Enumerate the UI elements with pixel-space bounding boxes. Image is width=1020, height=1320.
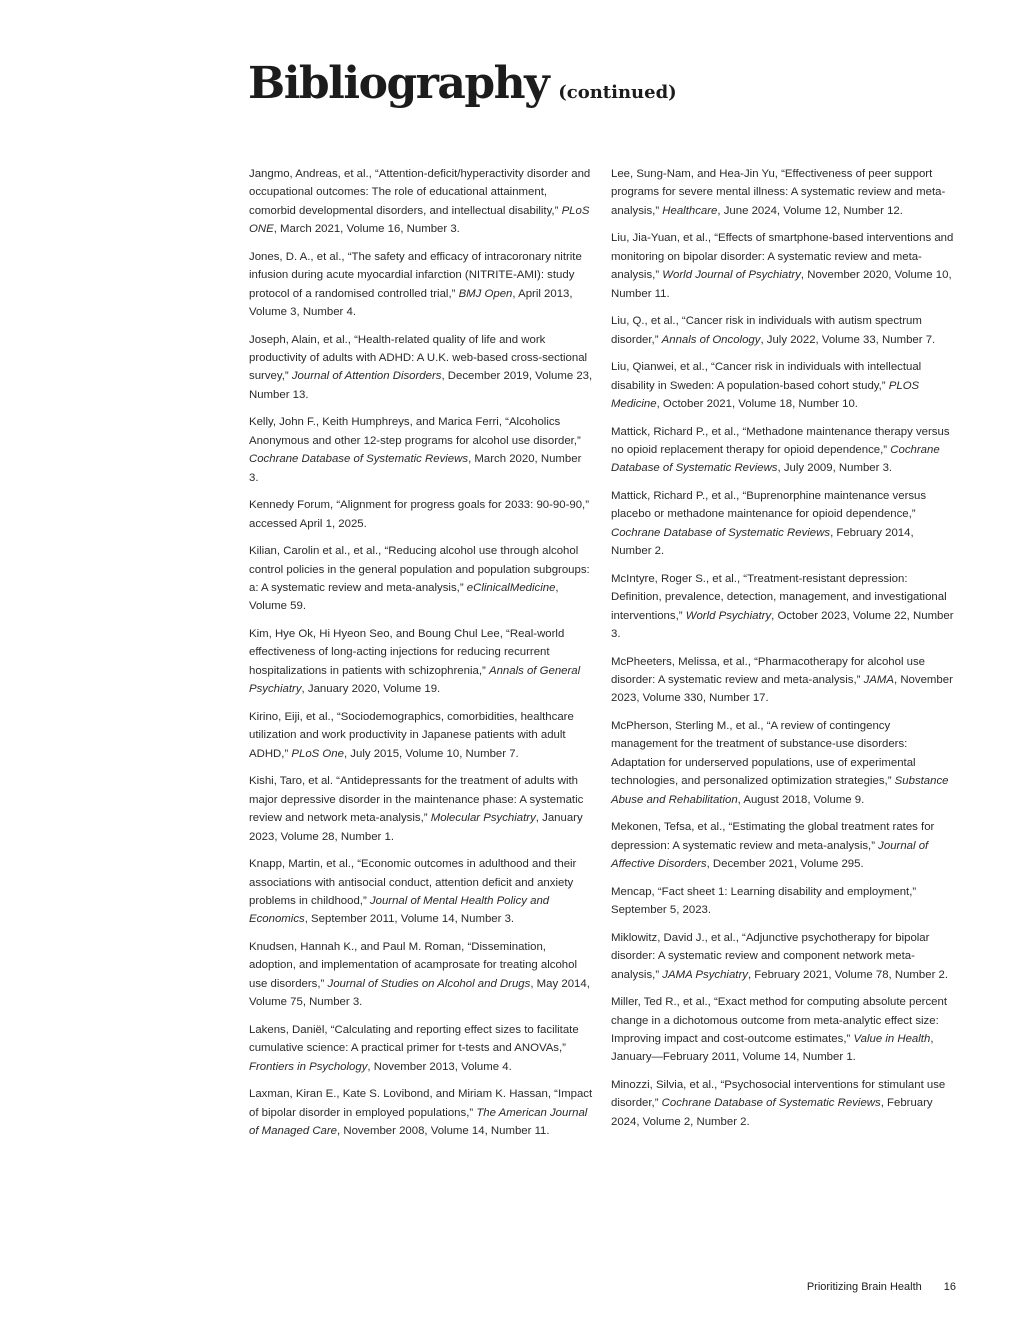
entry-journal: Frontiers in Psychology [249,1060,368,1073]
entry-details: , October 2021, Volume 18, Number 10. [656,398,858,411]
entry-details: , November 2013, Volume 4. [367,1060,512,1073]
entry-text: Joseph, Alain, et al., “Health-related quality of life and work productivity of adults with ADHD: A U.K. web-based cross-sectional survey,” [249,333,588,383]
bibliography-entry [249,165,594,239]
bibliography-entry [249,625,594,699]
entry-journal: Journal of Studies on Alcohol and Drugs [327,977,531,990]
entry-text: Jangmo, Andreas, et al., “Attention-deficit/hyperactivity disorder and occupational outcomes: The role of educational attainment, comorbid developmental disorders, and intellectual disability,” [249,168,591,217]
bibliography-entry [611,883,956,920]
entry-text: McPherson, Sterling M., et al., “A review of contingency management for the treatment of substance-use disorders: Adaptation for underserved populations, use of experimental technologies, and personalized optimization strategies,” [611,720,916,788]
entry-details: , November 2020, Volume 10, Number 11. [611,269,952,300]
entry-journal: Cochrane Database of Systematic Reviews [611,444,940,475]
entry-text: Miller, Ted R., et al., “Exact method for computing absolute percent change in a dichotomous outcome from meta-analytic effect size: Improving impact and cost-outcome estimates,” [611,996,947,1045]
entry-details: , October 2023, Volume 22, Number 3. [611,609,954,641]
entry-text: Knudsen, Hannah K., and Paul M. Roman, “Dissemination, adoption, and implementation of acamprosate for treating alcohol use disorders,” [249,940,577,990]
page-header [248,54,677,114]
entry-text: McPheeters, Melissa, et al., “Pharmacotherapy for alcohol use disorder: A systematic review and meta-analysis,” [611,655,926,687]
entry-journal: Cochrane Database of Systematic Reviews [661,1097,881,1110]
entry-details: , August 2018, Volume 9. [737,793,865,806]
entry-journal: BMJ Open [458,287,513,300]
entry-details: , December 2019, Volume 23, Number 13. [249,370,593,401]
entry-journal: World Psychiatry [685,609,772,622]
bibliography-entry [611,993,956,1067]
entry-journal: Journal of Attention Disorders [291,370,442,383]
bibliography-entry [611,570,956,644]
entry-details: , January 2023, Volume 28, Number 1. [249,812,583,843]
page-title: Bibliography [248,58,549,109]
entry-details: , February 2014, Number 2. [611,526,914,558]
entry-text: Kim, Hye Ok, Hi Hyeon Seo, and Boung Chul Lee, “Real-world effectiveness of long-acting injections for reducing recurrent hospitalizations in patients with schizophrenia,” [249,628,565,677]
entry-text: Kishi, Taro, et al. “Antidepressants for the treatment of adults with major depressive disorder in the maintenance phase: A systematic review and network meta-analysis,” [249,775,584,825]
bibliography-entry [611,717,956,809]
bibliography-entry [611,929,956,984]
entry-details: , June 2024, Volume 12, Number 12. [717,204,903,217]
entry-text: Lakens, Daniël, “Calculating and reporting effect sizes to facilitate cumulative science: A practical primer for t-tests and ANOVAs,” [249,1023,579,1055]
entry-journal: eClinicalMedicine [466,582,556,595]
entry-journal: Cochrane Database of Systematic Reviews [249,453,469,466]
entry-text: Liu, Q., et al., “Cancer risk in individuals with autism spectrum disorder,” [611,315,922,346]
page-footer [760,1281,956,1293]
entry-details: , July 2015, Volume 10, Number 7. [343,747,519,760]
bibliography-entry [249,855,594,929]
entry-journal: Substance Abuse and Rehabilitation [611,775,949,806]
footer-doc-title: Prioritizing Brain Health [806,1281,922,1293]
entry-text: Knapp, Martin, et al., “Economic outcomes in adulthood and their associations with antisocial conduct, attention deficit and anxiety problems in childhood,” [249,858,577,907]
entry-text: Liu, Qianwei, et al., “Cancer risk in individuals with intellectual disability in Sweden: A population-based cohort study,” [611,361,922,392]
entry-details: , July 2022, Volume 33, Number 7. [760,333,936,346]
entry-journal: Journal of Affective Disorders [611,839,929,871]
entry-details: , November 2008, Volume 14, Number 11. [337,1124,550,1137]
bibliography-entry [249,938,594,1012]
bibliography-entry [249,542,594,616]
entry-journal: JAMA [863,674,894,687]
entry-text: Mekonen, Tefsa, et al., “Estimating the global treatment rates for depression: A systematic review and meta-analysis,” [611,821,935,852]
entry-details: , December 2021, Volume 295. [706,858,864,871]
entry-text: Mencap, “Fact sheet 1: Learning disability and employment,” September 5, 2023. [611,885,917,917]
page-number: 16 [943,1281,956,1293]
entry-text: Miklowitz, David J., et al., “Adjunctive psychotherapy for bipolar disorder: A systematic review and component network meta-analysis,” [611,931,930,981]
entry-text: Lee, Sung-Nam, and Hea-Jin Yu, “Effectiveness of peer support programs for severe mental illness: A systematic review and meta-analysis,” [611,168,946,217]
entry-text: Kennedy Forum, “Alignment for progress goals for 2033: 90-90-90,” accessed April 1, 2025. [249,499,589,530]
page-subtitle: (continued) [558,82,677,103]
entry-details: , September 2011, Volume 14, Number 3. [304,913,515,926]
bibliography-entry [249,772,594,846]
entry-text: Mattick, Richard P., et al., “Methadone maintenance therapy versus no opioid replacement therapy for opioid dependence,” [611,425,950,457]
entry-text: Kilian, Carolin et al., et al., “Reducing alcohol use through alcohol control policies in the general population and population subgroups: a: A systematic review and meta-analysis,” [249,545,590,595]
entry-journal: The American Journal of Managed Care [249,1106,588,1137]
entry-journal: PLoS ONE [249,204,590,236]
entry-details: , March 2020, Number 3. [249,453,582,484]
entry-text: Liu, Jia-Yuan, et al., “Effects of smartphone-based interventions and monitoring on bipolar disorder: A systematic review and meta-analysis,” [611,232,954,282]
bibliography-entry [249,331,594,405]
bibliography-entry [249,496,594,533]
entry-journal: JAMA Psychiatry [662,968,748,981]
entry-text: Kirino, Eiji, et al., “Sociodemographics, comorbidities, healthcare utilization and work productivity in Japanese patients with adult ADHD,” [249,710,574,760]
entry-text: McIntyre, Roger S., et al., “Treatment-resistant depression: Definition, prevalence, detection, management, and investigational interventions,” [611,572,947,622]
entry-details: , February 2021, Volume 78, Number 2. [747,968,949,981]
bibliography-entry [611,423,956,478]
entry-details: , March 2021, Volume 16, Number 3. [273,223,460,236]
bibliography-entry [611,312,956,349]
entry-journal: PLoS One [291,747,344,760]
bibliography-entry [611,1076,956,1131]
entry-text: Minozzi, Silvia, et al., “Psychosocial interventions for stimulant use disorder,” [611,1078,946,1110]
entry-details: , Volume 59. [249,582,559,613]
entry-text: Kelly, John F., Keith Humphreys, and Marica Ferri, “Alcoholics Anonymous and other 12-step programs for alcohol use disorder,” [249,416,581,447]
bibliography-entry [611,487,956,561]
bibliography-entry [611,165,956,220]
entry-text: Laxman, Kiran E., Kate S. Lovibond, and Miriam K. Hassan, “Impact of bipolar disorder in employed populations,” [249,1088,593,1119]
entry-details: , April 2013, Volume 3, Number 4. [249,287,573,319]
entry-details: , November 2023, Volume 330, Number 17. [611,674,953,705]
entry-details: , January—February 2011, Volume 14, Number 1. [611,1032,934,1064]
bibliography-column-right [611,165,956,1140]
bibliography-entry [611,818,956,873]
entry-journal: Value in Health [853,1032,931,1045]
bibliography-entry [611,229,956,303]
bibliography-entry [249,248,594,322]
bibliography-entry [249,413,594,487]
bibliography-column-left [249,165,594,1150]
entry-journal: Annals of Oncology [661,333,761,346]
entry-details: , May 2014, Volume 75, Number 3. [249,977,590,1009]
bibliography-entry [611,653,956,708]
entry-journal: Cochrane Database of Systematic Reviews [611,526,831,539]
bibliography-entry [249,708,594,763]
entry-text: Jones, D. A., et al., “The safety and efficacy of intracoronary nitrite infusion during acute myocardial infarction (NITRITE-AMI): study protocol of a randomised controlled trial,” [249,250,582,300]
entry-journal: World Journal of Psychiatry [662,269,801,282]
bibliography-entry [249,1085,594,1140]
bibliography-entry [249,1021,594,1076]
entry-text: Mattick, Richard P., et al., “Buprenorphine maintenance versus placebo or methadone maintenance for opioid dependence,” [611,490,927,521]
entry-journal: Journal of Mental Health Policy and Economics [249,894,550,926]
entry-journal: Healthcare [662,204,718,217]
entry-details: , January 2020, Volume 19. [301,683,441,696]
entry-journal: Molecular Psychiatry [430,812,536,825]
bibliography-entry [611,358,956,413]
entry-details: , February 2024, Volume 2, Number 2. [611,1097,933,1128]
entry-journal: PLOS Medicine [611,379,920,411]
entry-journal: Annals of General Psychiatry [249,664,581,696]
entry-details: , July 2009, Number 3. [777,462,893,475]
